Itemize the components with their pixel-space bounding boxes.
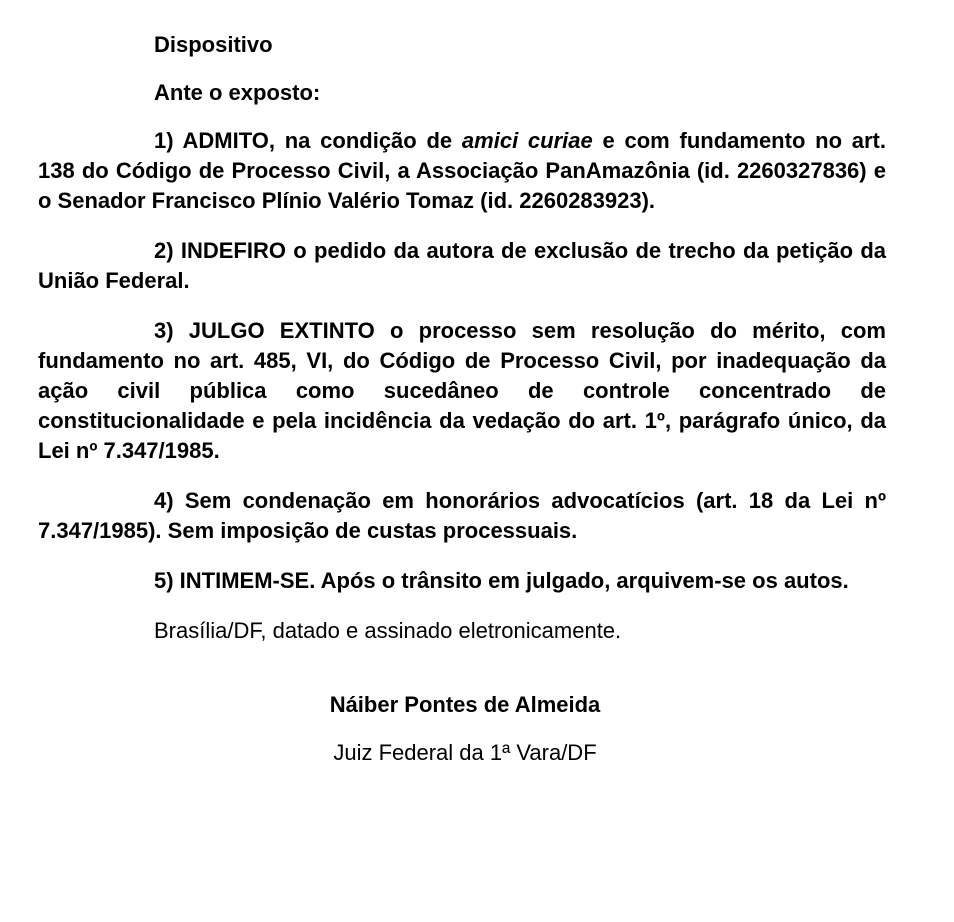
item-admito-italic: amici curiae bbox=[461, 128, 593, 153]
item-admito bbox=[38, 126, 886, 216]
closing-date-line: Brasília/DF, datado e assinado eletronicamente. bbox=[154, 618, 622, 643]
signature-name: Náiber Pontes de Almeida bbox=[329, 692, 601, 717]
item-indefiro: 2) INDEFIRO o pedido da autora de exclusão de trecho da petição da União Federal. bbox=[38, 238, 886, 293]
section-heading: Dispositivo bbox=[154, 32, 273, 57]
item-admito-before: 1) ADMITO, na condição de bbox=[154, 128, 462, 153]
item-admito-after: e com fundamento no art. 138 do Código de Processo Civil, a Associação PanAmazônia (id. 2260327836) e o Senador Francisco Plínio Valério Tomaz (id. 2260283923). bbox=[38, 128, 886, 213]
item-honorarios: 4) Sem condenação em honorários advocatícios (art. 18 da Lei nº 7.347/1985). Sem imposição de custas processuais. bbox=[38, 488, 886, 543]
intro-text: Ante o exposto: bbox=[154, 80, 321, 105]
signature-role: Juiz Federal da 1ª Vara/DF bbox=[333, 740, 597, 765]
item-julgo-extinto: 3) JULGO EXTINTO o processo sem resolução do mérito, com fundamento no art. 485, VI, do Código de Processo Civil, por inadequação da ação civil pública como sucedâneo de controle concentrado de constitucionalidade e pela incidência da vedação do art. 1º, parágrafo único, da Lei nº 7.347/1985. bbox=[38, 318, 886, 463]
document-body bbox=[38, 30, 886, 768]
item-intimem-se: 5) INTIMEM-SE. Após o trânsito em julgado, arquivem-se os autos. bbox=[154, 568, 849, 593]
